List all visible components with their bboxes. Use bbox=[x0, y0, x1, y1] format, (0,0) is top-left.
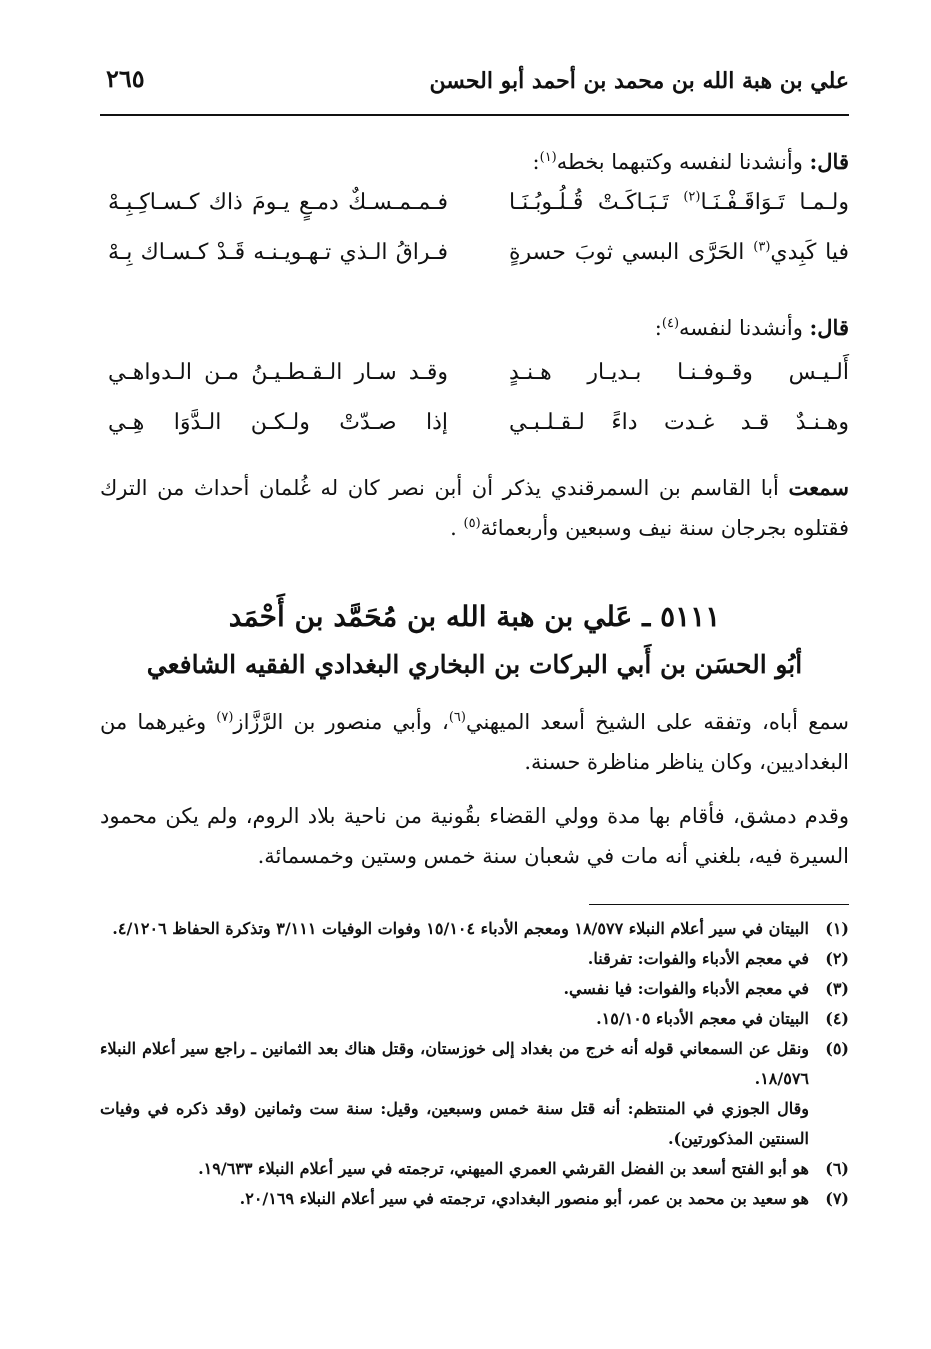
verse-second-hemistich: إذا صـدّتْ ولـكـن الـدَّوَا هِـي bbox=[108, 410, 448, 435]
verse-line bbox=[100, 360, 849, 400]
verse-line bbox=[100, 410, 849, 450]
footnote-number: (٣) bbox=[825, 979, 849, 998]
narration-tail: . bbox=[450, 516, 464, 540]
footnote-continuation: وقال الجوزي في المنتظم: أنه قتل سنة خمس وسبعين، وقيل: سنة ست وثمانين (وقد ذكره في وفيات السنتين المذكورتين). bbox=[100, 1099, 809, 1148]
footnote-item bbox=[100, 944, 849, 974]
verse-first-hemistich: وهـنـدٌ قـد غـدت داءً لـقـلـبـي bbox=[509, 410, 849, 435]
poem-intro-2 bbox=[100, 308, 849, 348]
verse-first-hemistich: ولـمـا تَـوَاقَـفْـنَـا$^{(٢)}$ تَـبَـاكَـتْ قُـلُـوبُـنَـا bbox=[509, 189, 849, 215]
narration-lead: سمعت bbox=[788, 475, 849, 500]
footnote-ref-6: (٦) bbox=[448, 710, 466, 725]
footnote-ref-3: (٣) bbox=[753, 239, 771, 255]
biography-paragraph-2: وقدم دمشق، فأقام بها مدة وولي القضاء بقُونية من ناحية بلاد الروم، ولم يكن محمود السيرة فيه، بلغني أنه مات في شعبان سنة خمس وستين وخمسمائة. bbox=[100, 804, 849, 868]
footnote-number: (٥) bbox=[825, 1039, 849, 1058]
biography-heading: ٥١١١ ـ عَلي بن هبة الله بن مُحَمَّد بن أَحْمَد bbox=[228, 600, 721, 633]
verse-line bbox=[100, 240, 849, 280]
footnote-number: (٧) bbox=[825, 1189, 849, 1208]
verse-second-hemistich: وقـد سـار الـقـطـيـنُ مـن الـدواهـي bbox=[108, 360, 448, 385]
poem-intro-1 bbox=[100, 142, 849, 182]
footnote-text: في معجم الأدباء والفوات: فيا نفسي. bbox=[563, 979, 809, 998]
footnote-rule bbox=[589, 904, 849, 905]
footnotes bbox=[100, 914, 849, 1214]
footnote-item bbox=[100, 1034, 849, 1094]
footnote-ref-1: (١) bbox=[539, 150, 557, 165]
page-number: ٢٦٥ bbox=[106, 64, 145, 93]
narration-text: أبا القاسم بن السمرقندي يذكر أن أبن نصر كان له غُلمان أحداث من الترك فقتلوه بجرجان سنة نيف وسبعين وأربعمائة bbox=[100, 476, 849, 540]
intro-tail: : bbox=[654, 316, 662, 340]
footnote-item bbox=[100, 1154, 849, 1184]
intro-lead: قال: bbox=[809, 315, 849, 340]
footnote-text: ونقل عن السمعاني قوله أنه خرج من بغداد إلى خوزستان، وقتل هناك بعد الثمانين ـ راجع سير أعلام النبلاء ١٨/٥٧٦. bbox=[100, 1039, 809, 1088]
footnote-ref-7: (٧) bbox=[216, 710, 234, 725]
footnote-item bbox=[100, 974, 849, 1004]
footnote-number: (٦) bbox=[825, 1159, 849, 1178]
narration-paragraph bbox=[100, 468, 849, 548]
footnote-text: البيتان في معجم الأدباء ١٥/١٠٥. bbox=[596, 1009, 809, 1028]
footnote-number: (٤) bbox=[825, 1009, 849, 1028]
footnote-text: البيتان في سير أعلام النبلاء ١٨/٥٧٧ ومعجم الأدباء ١٥/١٠٤ وفوات الوفيات ٣/١١١ وتذكرة الحفاظ ٤/١٢٠٦. bbox=[112, 919, 809, 938]
footnote-number: (٢) bbox=[825, 949, 849, 968]
verse-second-hemistich: فـراقُ الـذي تـهـويـنـه قَـدْ كـسـاك بِـهْ bbox=[108, 240, 448, 265]
footnote-item bbox=[100, 914, 849, 944]
footnote-item bbox=[100, 1184, 849, 1214]
verse-first-hemistich: أَلـيـس وقـوفـنـا بـديـار هـنـدٍ bbox=[509, 360, 849, 385]
footnote-ref-4: (٤) bbox=[661, 316, 680, 331]
intro-tail: : bbox=[532, 150, 540, 174]
running-title: علي بن هبة الله بن محمد بن أحمد أبو الحسن bbox=[429, 68, 849, 94]
intro-lead: قال: bbox=[809, 149, 849, 174]
footnote-ref-2: (٢) bbox=[683, 189, 701, 205]
intro-text: وأنشدنا لنفسه وكتبهما بخطه bbox=[556, 150, 810, 174]
footnote-number: (١) bbox=[825, 919, 849, 938]
footnote-text: هو أبو الفتح أسعد بن الفضل القرشي العمري الميهني، ترجمته في سير أعلام النبلاء ١٩/٦٣٣. bbox=[198, 1159, 809, 1178]
footnote-item bbox=[100, 1004, 849, 1034]
biography-subheading: أبُو الحسَن بن أَبي البركات بن البخاري البغدادي الفقيه الشافعي bbox=[146, 650, 803, 679]
footnote-ref-5: (٥) bbox=[463, 516, 481, 531]
page-header bbox=[100, 62, 849, 102]
header-rule bbox=[100, 114, 849, 116]
footnote-text: في معجم الأدباء والفوات: تفرقنا. bbox=[587, 949, 809, 968]
verse-line bbox=[100, 190, 849, 230]
verse-first-hemistich: فيا كَبِدي$^{(٣)}$ الحَرَّى البسي ثوبَ حسرةٍ bbox=[509, 239, 850, 265]
intro-text: وأنشدنا لنفسه bbox=[679, 316, 810, 340]
verse-second-hemistich: فـمـمـسـكٌ دمـعٍ يـومَ ذاك كـسـاكِـبِـهْ bbox=[108, 190, 448, 215]
biography-paragraph-1: سمع أباه، وتفقه على الشيخ أسعد الميهني$^{(٦)}$، وأبي منصور بن الرَّزَّاز$^{(٧)}$ وغيرهما من البغداديين، وكان يناظر مناظرة حسنة. bbox=[100, 710, 850, 774]
footnote-text: هو سعيد بن محمد بن عمر، أبو منصور البغدادي، ترجمته في سير أعلام النبلاء ٢٠/١٦٩. bbox=[239, 1189, 809, 1208]
